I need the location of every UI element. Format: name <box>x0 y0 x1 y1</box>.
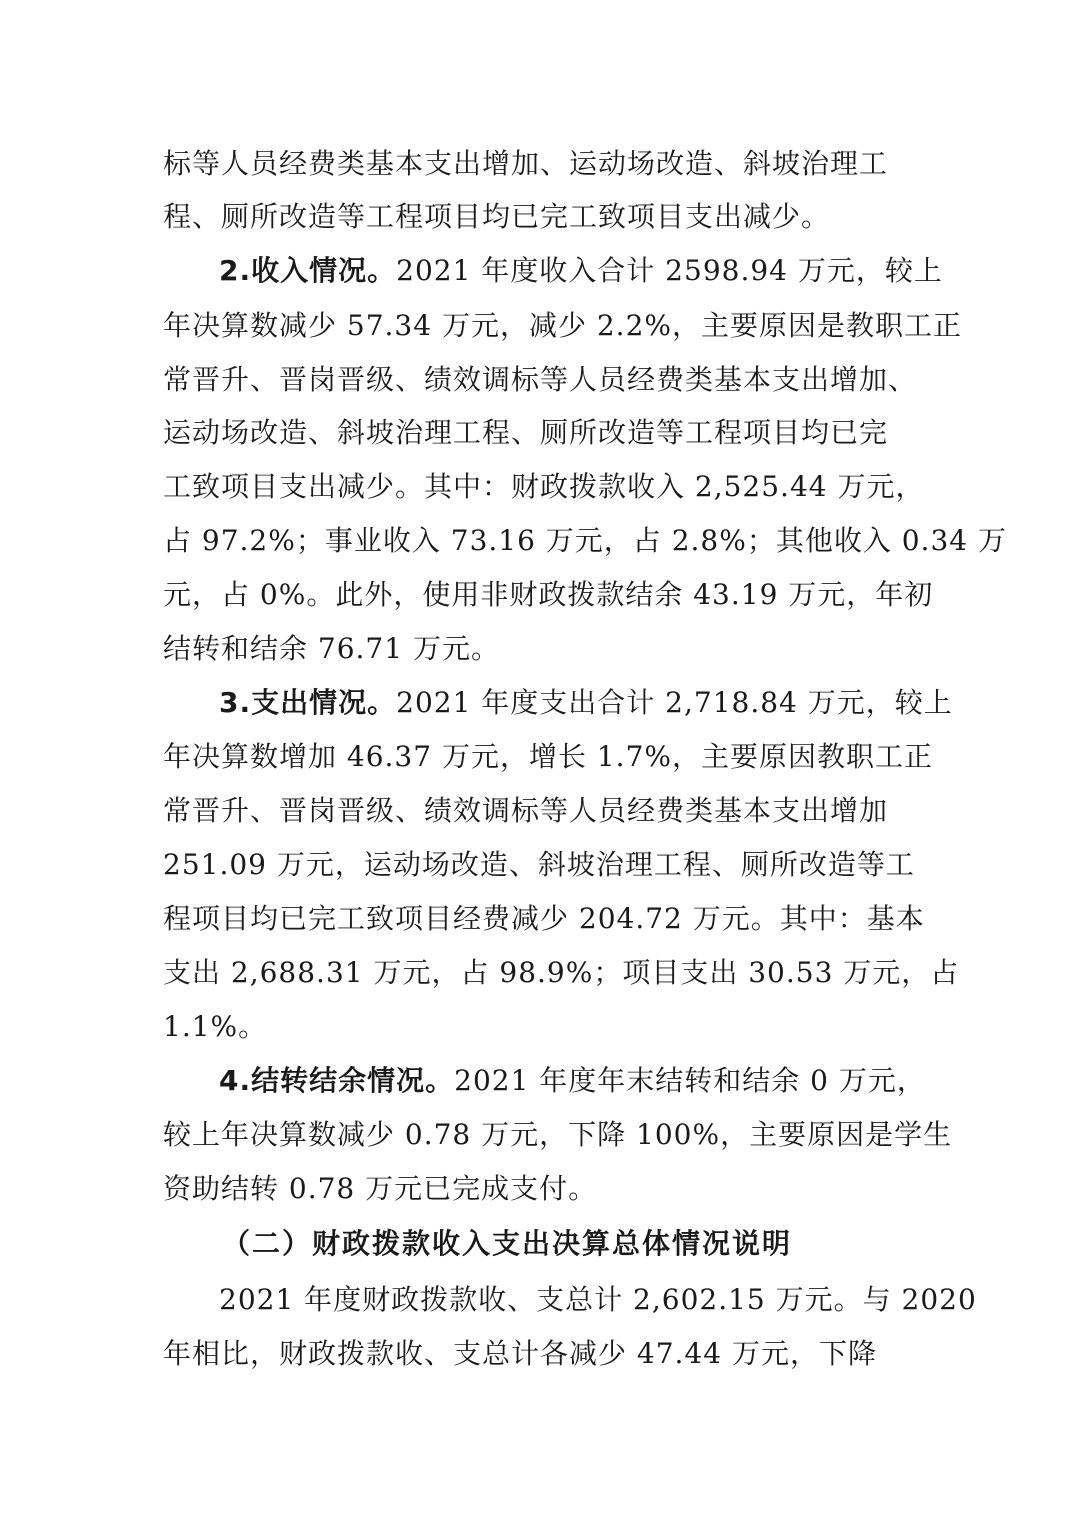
paragraph-line-2 <box>163 197 830 237</box>
paragraph-line-22 <box>219 1280 977 1320</box>
paragraph-line-16 <box>163 953 959 993</box>
paragraph-line-19 <box>163 1115 952 1155</box>
line-text: 1.1%。 <box>163 1010 268 1043</box>
line-text: 2021 年度收入合计 2598.94 万元，较上 <box>396 254 943 287</box>
paragraph-line-7 <box>163 467 925 507</box>
line-text: 常晋升、晋岗晋级、绩效调标等人员经费类基本支出增加、 <box>163 363 918 396</box>
line-text: 元，占 0%。此外，使用非财政拨款结余 43.19 万元，年初 <box>163 578 934 611</box>
paragraph-line-9 <box>163 575 933 615</box>
paragraph-line-5 <box>163 360 917 400</box>
carryover-heading: 4.结转结余情况。 <box>219 1064 455 1097</box>
line-text: 工致项目支出减少。其中：财政拨款收入 2,525.44 万元， <box>163 470 925 503</box>
line-text: 年决算数减少 57.34 万元，减少 2.2%，主要原因是教职工正 <box>163 309 962 342</box>
line-text: 结转和结余 76.71 万元。 <box>163 632 500 665</box>
paragraph-line-1 <box>163 144 888 184</box>
line-text: 程项目均已完工致项目经费减少 204.72 万元。其中：基本 <box>163 902 925 935</box>
line-text: 程、厕所改造等工程项目均已完工致项目支出减少。 <box>163 200 831 233</box>
paragraph-line-10 <box>163 629 500 669</box>
line-text: 常晋升、晋岗晋级、绩效调标等人员经费类基本支出增加 <box>163 794 889 827</box>
expense-heading: 3.支出情况。 <box>219 686 397 719</box>
income-heading: 2.收入情况。 <box>219 254 397 287</box>
expense-paragraph-first-line <box>219 683 953 723</box>
line-text: 2021 年度财政拨款收、支总计 2,602.15 万元。与 2020 <box>219 1283 977 1316</box>
line-text: 占 97.2%；事业收入 73.16 万元，占 2.8%；其他收入 0.34 万 <box>163 524 1007 557</box>
line-text: 运动场改造、斜坡治理工程、厕所改造等工程项目均已完 <box>163 416 889 449</box>
paragraph-line-15 <box>163 899 925 939</box>
line-text: 年决算数增加 46.37 万元，增长 1.7%，主要原因教职工正 <box>163 740 933 773</box>
paragraph-line-13 <box>163 791 888 831</box>
line-text: 标等人员经费类基本支出增加、运动场改造、斜坡治理工 <box>163 147 889 180</box>
section-heading-fiscal-appropriation: （二）财政拨款收入支出决算总体情况说明 <box>222 1227 793 1260</box>
paragraph-line-14 <box>163 845 915 885</box>
paragraph-line-23 <box>163 1334 877 1374</box>
line-text: 251.09 万元，运动场改造、斜坡治理工程、厕所改造等工 <box>163 848 915 881</box>
paragraph-line-12 <box>163 737 933 777</box>
paragraph-line-6 <box>163 413 888 453</box>
paragraph-line-8 <box>163 521 1007 561</box>
line-text: 年相比，财政拨款收、支总计各减少 47.44 万元，下降 <box>163 1337 877 1370</box>
income-paragraph-first-line <box>219 251 943 291</box>
line-text: 2021 年度年末结转和结余 0 万元， <box>454 1064 926 1097</box>
line-text: 较上年决算数减少 0.78 万元，下降 100%，主要原因是学生 <box>163 1118 953 1151</box>
line-text: 资助结转 0.78 万元已完成支付。 <box>163 1172 598 1205</box>
paragraph-line-17 <box>163 1007 267 1047</box>
paragraph-line-20 <box>163 1169 597 1209</box>
line-text: 2021 年度支出合计 2,718.84 万元，较上 <box>396 686 953 719</box>
carryover-paragraph-first-line <box>219 1061 926 1101</box>
paragraph-line-4 <box>163 306 962 346</box>
line-text: 支出 2,688.31 万元，占 98.9%；项目支出 30.53 万元，占 <box>163 956 960 989</box>
